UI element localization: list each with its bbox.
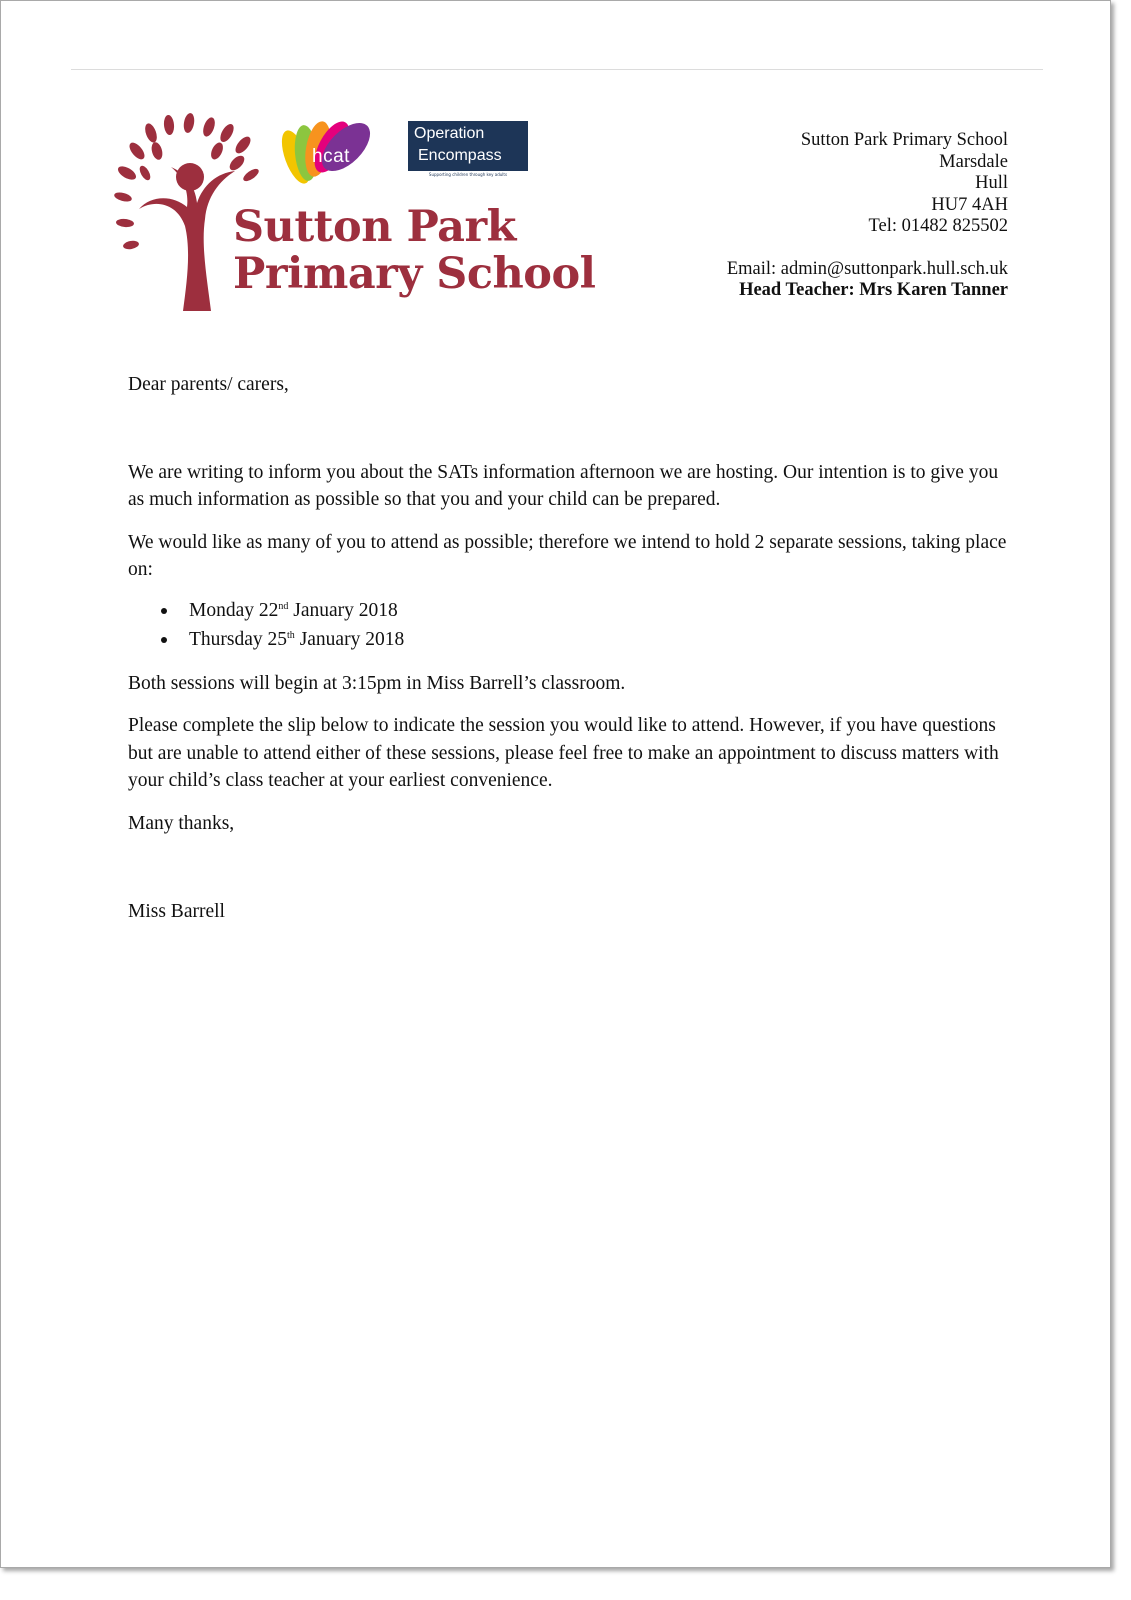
session-item: Thursday 25th January 2018 — [128, 625, 1008, 654]
operation-encompass-logo — [408, 121, 528, 171]
address-head-teacher: Head Teacher: Mrs Karen Tanner — [739, 280, 1008, 300]
school-name-line2: Primary School — [233, 249, 596, 299]
hcat-logo-text: hcat — [312, 146, 350, 167]
school-name-logo — [233, 204, 596, 298]
address-school-name: Sutton Park Primary School — [800, 130, 1008, 150]
letter-signature: Miss Barrell — [128, 901, 225, 922]
letter-paragraph-3: Both sessions will begin at 3:15pm in Miss Barrell’s classroom. — [128, 672, 626, 694]
address-line-2: Marsdale — [939, 151, 1008, 172]
letter-salutation: Dear parents/ carers, — [128, 374, 289, 395]
operation-logo-line1: Operation — [414, 125, 485, 142]
address-postcode: HU7 4AH — [931, 194, 1008, 215]
operation-logo-tagline: Supporting children through key adults — [428, 172, 508, 177]
letter-paragraph-4: Please complete the slip below to indicate the session you would like to attend. However, if you have questions but are unable to attend either of these sessions, please feel free to make an appointment to discuss matters with your child’s class teacher at your earliest convenience. — [128, 715, 999, 791]
header-rule — [71, 69, 1043, 70]
school-address — [648, 130, 1008, 302]
session-list — [128, 596, 1008, 654]
letter-paragraph-2: We would like as many of you to attend as possible; therefore we intend to hold 2 separate sessions, taking place on: — [128, 531, 1007, 580]
letter-body — [128, 371, 1008, 926]
letter-closing: Many thanks, — [128, 812, 235, 834]
letter-paragraph-1: We are writing to inform you about the SATs information afternoon we are hosting. Our intention is to give you as much information as possible so that you and your child can be prepared. — [128, 461, 999, 510]
address-line-3: Hull — [975, 173, 1008, 193]
address-email: Email: admin@suttonpark.hull.sch.uk — [726, 258, 1008, 279]
school-name-line1: Sutton Park — [233, 202, 516, 252]
session-item: Monday 22nd January 2018 — [128, 596, 1008, 625]
operation-logo-line2: Encompass — [418, 147, 502, 164]
address-telephone: Tel: 01482 825502 — [868, 216, 1008, 236]
